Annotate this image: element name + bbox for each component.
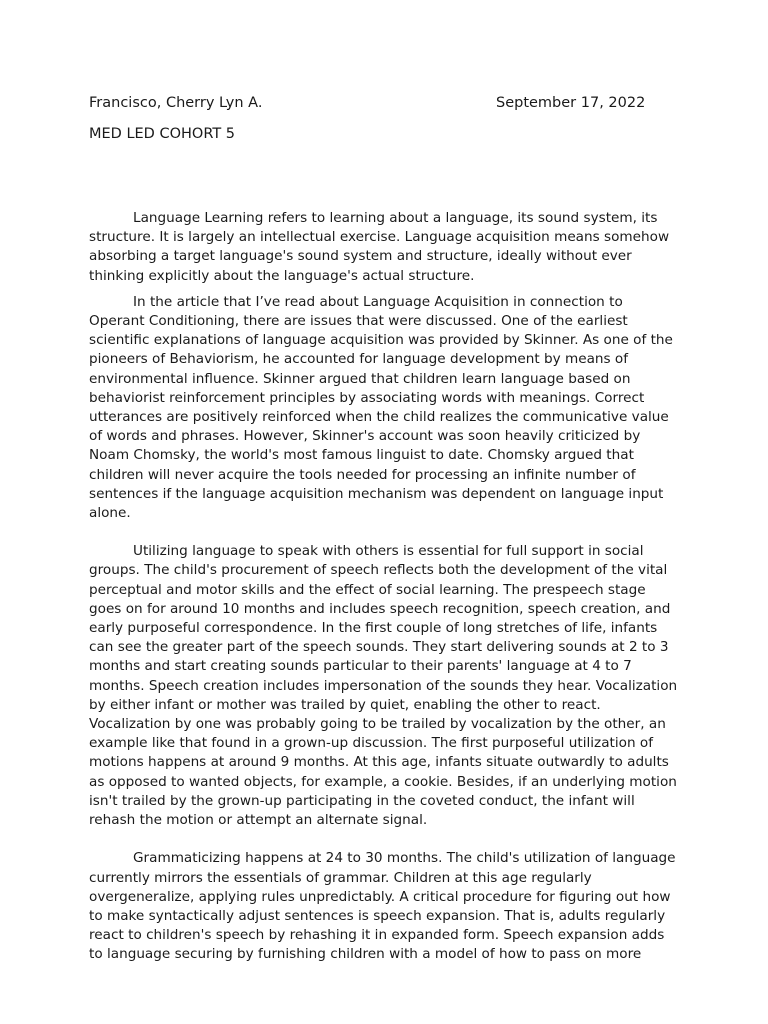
paragraph-language-learning: Language Learning refers to learning about a language, its sound system, its structure. It is largely an intellectual exercise. Language acquisition means somehow absorbing a target language's sound system and structure, ideally without ever thinking explicitly about the language's actual structure. <box>89 210 670 284</box>
author-name: Francisco, Cherry Lyn A. <box>89 95 263 111</box>
document-date: September 17, 2022 <box>496 95 646 111</box>
paragraph-grammaticizing: Grammaticizing happens at 24 to 30 months. The child's utilization of language currently mirrors the essentials of grammar. Children at this age regularly overgeneralize, applying rules unpredictably. A critical procedure for figuring out how to make syntactically adjust sentences is speech expansion. That is, adults regularly react to children's speech by rehashing it in expanded form. Speech expansion adds to language securing by furnishing children with a model of how to pass on more <box>89 850 676 963</box>
cohort-label: MED LED COHORT 5 <box>89 126 236 142</box>
paragraph-operant-conditioning: In the article that I’ve read about Language Acquisition in connection to Operant Conditioning, there are issues that were discussed. One of the earliest scientific explanations of language acquisition was provided by Skinner. As one of the pioneers of Behaviorism, he accounted for language development by means of environmental influence. Skinner argued that children learn language based on behaviorist reinforcement principles by associating words with meanings. Correct utterances are positively reinforced when the child realizes the communicative value of words and phrases. However, Skinner's account was soon heavily criticized by Noam Chomsky, the world's most famous linguist to date. Chomsky argued that children will never acquire the tools needed for processing an infinite number of sentences if the language acquisition mechanism was dependent on language input alone. <box>89 293 673 522</box>
document-body <box>89 209 681 965</box>
paragraph-speech-development: Utilizing language to speak with others is essential for full support in social groups. The child's procurement of speech reflects both the development of the vital perceptual and motor skills and the effect of social learning. The prespeech stage goes on for around 10 months and includes speech recognition, speech creation, and early purposeful correspondence. In the first couple of long stretches of life, infants can see the greater part of the speech sounds. They start delivering sounds at 2 to 3 months and start creating sounds particular to their parents' language at 4 to 7 months. Speech creation includes impersonation of the sounds they hear. Vocalization by either infant or mother was trailed by quiet, enabling the other to react. Vocalization by one was probably going to be trailed by vocalization by the other, an example like that found in a grown-up discussion. The first purposeful utilization of motions happens at around 9 months. At this age, infants situate outwardly to adults as opposed to wanted objects, for example, a cookie. Besides, if an underlying motion isn't trailed by the grown-up participating in the coveted conduct, the infant will rehash the motion or attempt an alternate signal. <box>89 543 678 829</box>
